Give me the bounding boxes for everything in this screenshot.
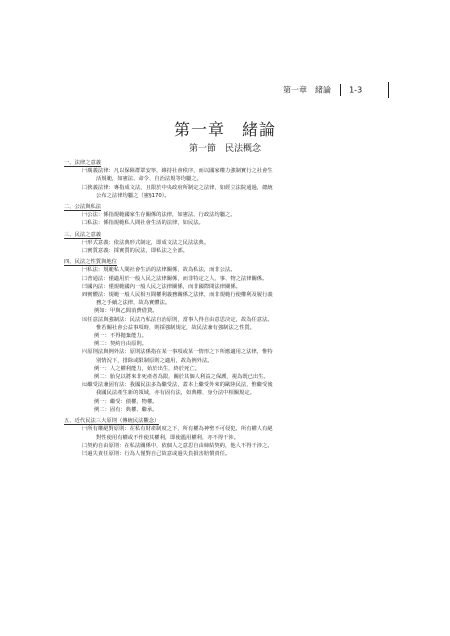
heading-text: 三、民法之意義 — [64, 231, 102, 238]
body-line: ㈢國內法：僅規範國內一般人民之法律關係，而非國際間法律關係。 — [82, 283, 241, 290]
body-line: ㈤任意法與強制法：民法乃私法自治原則，當事人得自由意思決定，故為任意法。 — [82, 316, 273, 323]
body-line: 我國民法產生新的領域，亦有固有法，如典權、身分法中相關規定。 — [96, 390, 255, 397]
header-rule — [388, 82, 389, 98]
heading-text: 五、近代民法三大原則（傳統民法觀念） — [64, 418, 160, 425]
example-line: 例二：固有：典權、繼承。 — [94, 406, 158, 413]
section-heading — [64, 417, 394, 425]
body-line: 別情況下，排除或限制原則之適用，故為例外法。 — [96, 357, 213, 364]
header-separator — [340, 84, 341, 96]
body-text — [64, 156, 394, 458]
section-heading — [64, 258, 394, 266]
running-header-chapter: 第一章 緒論 — [283, 85, 331, 95]
section-heading — [64, 231, 394, 239]
running-header — [283, 84, 362, 96]
body-line: ㈣實體法：規範一般人民相互間權利義務關係之法律，而非規範行使權利及履行義 — [82, 292, 273, 299]
section-heading — [64, 203, 394, 211]
body-line: ㈠所有權絕對原則：在私有財產制度之下，所有權為神聖不可侵犯，所有權人有絕 — [82, 426, 273, 433]
example-line: 例一：人之權利能力，始於出生，終於死亡。 — [94, 365, 200, 372]
example-line: 例一：繼受：債權、物權。 — [94, 398, 158, 405]
chapter-title: 第一章 緒論 — [173, 120, 276, 139]
body-line: 對性使用有權或不作使其權利，即使濫用權利，亦不得干涉。 — [96, 434, 240, 441]
heading-text: 四、民法之性質與地位 — [64, 259, 117, 266]
body-line: ㈢過失責任原則：行為人僅對自己故意或過失負損害賠償責任。 — [82, 450, 231, 457]
example-line: 例如：甲與乙間消費借貸。 — [94, 308, 158, 315]
heading-text: 二、公法與私法 — [64, 204, 102, 211]
section-title: 第一節 民法概念 — [188, 144, 261, 154]
body-line: ㈡普通法：僅適用於一般人民之法律關係，而非特定之人、事、物之法律關係。 — [82, 275, 268, 282]
example-line: 例二：契約自由原則。 — [94, 341, 147, 348]
body-line: ㈡契約自由原則：在私法關係中，依個人之意思自由締結契約，他人不得干涉之。 — [82, 442, 273, 449]
body-line: ㈡私法：係指規範私人間社會生活的法律，如民法。 — [82, 220, 204, 227]
body-line: ㈠私法：規範私人間社會生活的法律關係，故為私法，而非公法。 — [82, 267, 236, 274]
body-line: 公布之法律均屬之（憲§170）。 — [96, 192, 170, 199]
body-line: ㈠形式意義：依法典形式制定，即成文法之民法法典。 — [82, 239, 210, 246]
example-line: 例二：胎兒以將來非死產者為限，關於其個人利益之保護，視為既已出生。 — [94, 374, 269, 381]
example-line: 例一：不得拋棄能力。 — [94, 333, 147, 340]
body-line: ㈥原則法與例外法：原則法係指在某一事項或某一情形之下所應適用之法律，惟特 — [82, 349, 273, 356]
body-line: ㈠公法：係指規範國家生存關係的法律，如憲法、行政法均屬之。 — [82, 212, 236, 219]
body-line: 惟若關社會公益事項時，則採強制規定，故民法兼有強制法之性質。 — [96, 324, 255, 331]
body-line: 務之手續之法律，故為實體法。 — [96, 300, 171, 307]
page-number: 1-3 — [349, 85, 363, 95]
body-line: ㈠廣義法律：凡以保障群眾安寧，維持社會秩序，而以國家權力強制實行之社會生 — [82, 168, 273, 175]
heading-text: 一、法律之意義 — [64, 160, 102, 166]
body-line: ㈦繼受法兼固有法：我國民法多為繼受法，蓋本上繼受外來的歐陸民法，惟繼受後 — [82, 382, 273, 389]
body-line: ㈡狹義法律：專指成文法，且限於中央政府所制定之法律，如經立法院通過，總統 — [82, 184, 273, 191]
body-line: ㈡實質意義：採實質的民法，即私法之全部。 — [82, 248, 188, 255]
section-heading — [64, 159, 394, 167]
body-line: 活規範，如憲法、命令、自治法規等均屬之。 — [96, 176, 202, 183]
